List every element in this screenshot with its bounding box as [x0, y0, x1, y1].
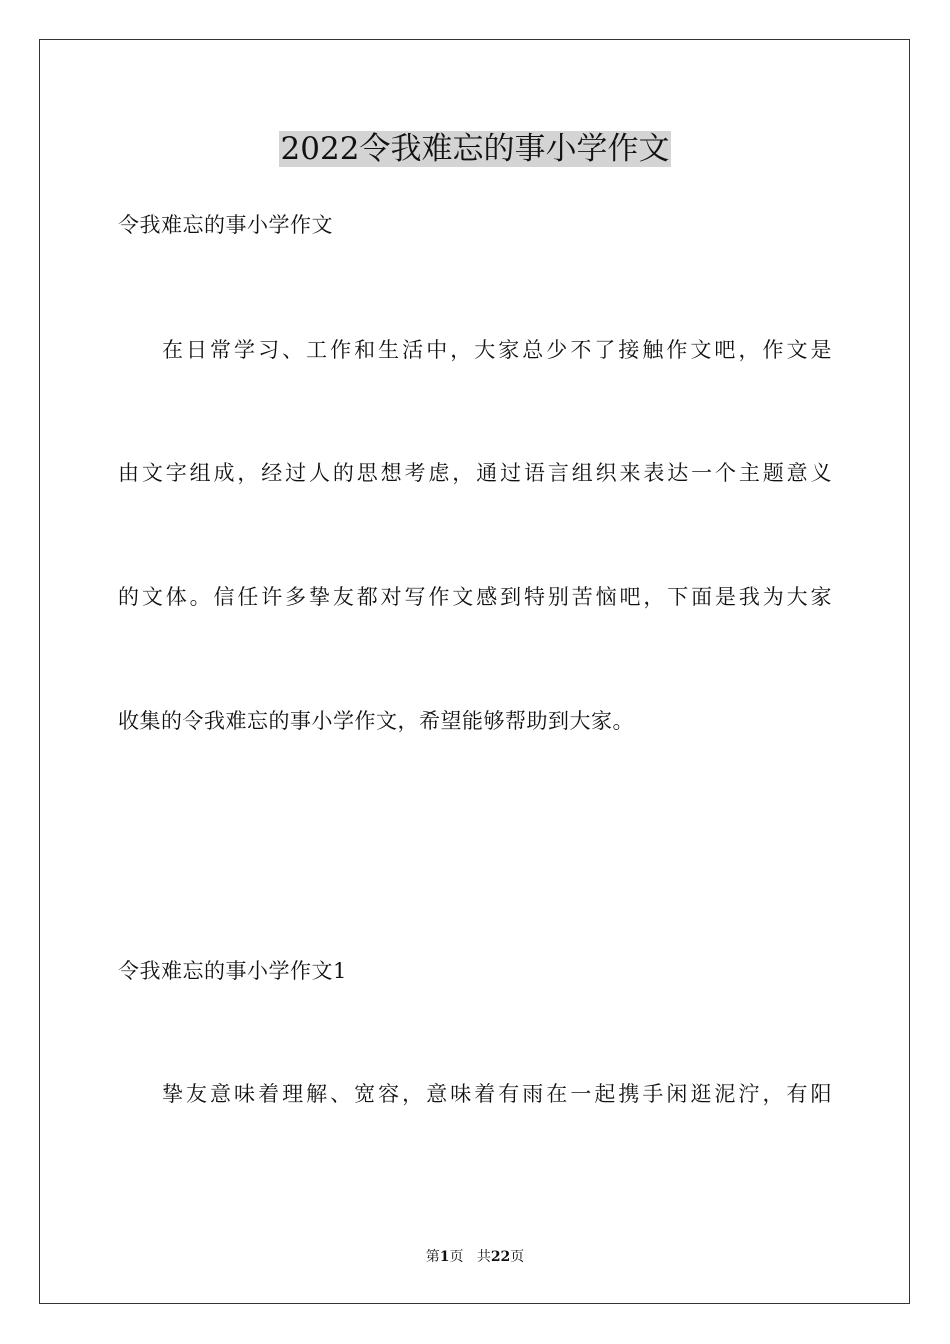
footer-total-prefix: 共	[476, 1249, 491, 1265]
paragraph-line: 由文字组成，经过人的思想考虑，通过语言组织来表达一个主题意义	[118, 461, 832, 485]
paragraph-line: 挚友意味着理解、宽容，意味着有雨在一起携手闲逛泥泞，有阳	[162, 1082, 832, 1106]
paragraph-line: 收集的令我难忘的事小学作文，希望能够帮助到大家。	[118, 709, 634, 733]
section-heading: 令我难忘的事小学作文1	[118, 959, 347, 983]
footer-total-suffix: 页	[510, 1249, 525, 1265]
footer-page-suffix: 页	[449, 1249, 464, 1265]
page-footer	[0, 1248, 950, 1266]
footer-total-pages: 22	[490, 1249, 511, 1265]
document-title	[0, 128, 950, 170]
document-subtitle: 令我难忘的事小学作文	[118, 213, 333, 237]
footer-page-prefix: 第	[425, 1249, 440, 1265]
paragraph-line: 在日常学习、工作和生活中，大家总少不了接触作文吧，作文是	[162, 338, 832, 362]
footer-page-number: 1	[439, 1249, 450, 1265]
document-title-text: 2022令我难忘的事小学作文	[280, 131, 670, 167]
paragraph-line: 的文体。信任许多挚友都对写作文感到特别苦恼吧，下面是我为大家	[118, 585, 832, 609]
